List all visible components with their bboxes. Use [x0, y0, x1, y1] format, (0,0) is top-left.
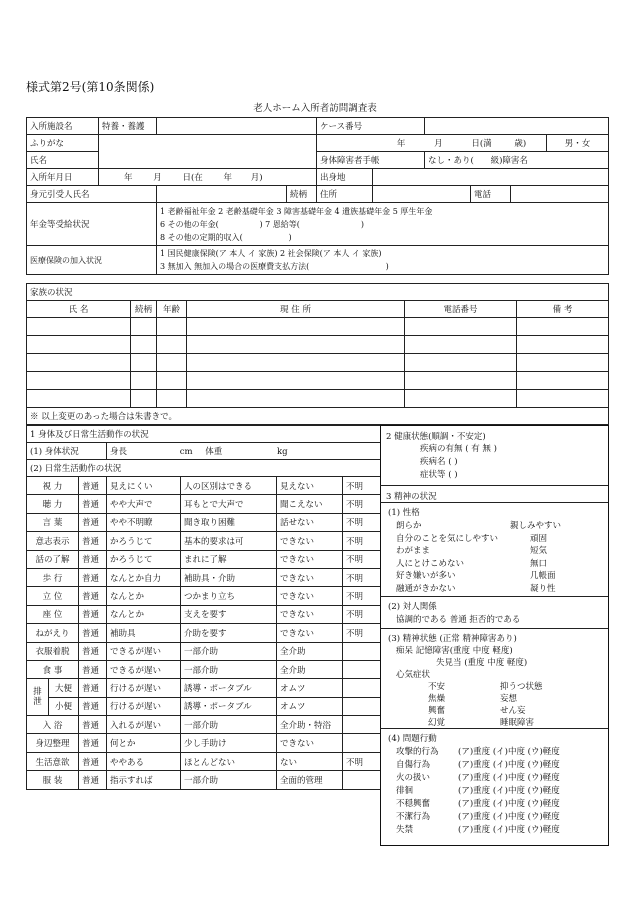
relation-label: 続柄: [287, 186, 317, 203]
behavior-severity[interactable]: (ア)重度 (イ)中度 (ウ)軽度: [458, 760, 560, 770]
birth-age: 歳): [514, 139, 527, 149]
adl-option[interactable]: 補助具・介助: [181, 568, 277, 586]
adl-item-label: 視 力: [27, 477, 79, 495]
family-cell[interactable]: [131, 390, 157, 408]
family-cell[interactable]: [517, 354, 609, 372]
family-col-age: 年齢: [157, 301, 187, 318]
family-row: [27, 336, 609, 354]
row-facility: [27, 118, 609, 135]
pension-line-1: 1 老齢福祉年金 2 老齢基礎年金 3 障害基礎年金 4 遺族基礎年金 5 厚生年金: [160, 206, 433, 216]
adm-day: 日(在: [182, 173, 203, 183]
personality-option[interactable]: 短気: [530, 546, 548, 556]
personality-option[interactable]: 几帳面: [530, 571, 556, 581]
mood-option[interactable]: 興奮: [428, 706, 446, 716]
adl-option[interactable]: ややある: [107, 752, 181, 770]
mental-line-1[interactable]: 痴呆 記憶障害(重度 中度 軽度): [396, 646, 513, 656]
adl-item-label: 聴 力: [27, 495, 79, 513]
adl-row: [27, 679, 381, 697]
adl-row: [27, 532, 381, 550]
adl-option[interactable]: 普通: [79, 624, 107, 642]
family-cell[interactable]: [27, 390, 131, 408]
form-title: 老人ホーム入所者訪問調査表: [253, 103, 377, 114]
family-col-name: 氏 名: [27, 301, 131, 318]
address-field[interactable]: [373, 186, 471, 203]
adl-option[interactable]: 不明: [343, 495, 381, 513]
pension-options[interactable]: [157, 203, 609, 246]
adl-option[interactable]: つかまり立ち: [181, 587, 277, 605]
family-cell[interactable]: [187, 354, 405, 372]
personality-option[interactable]: 頑固: [530, 533, 548, 544]
adl-option[interactable]: 不明: [343, 605, 381, 623]
family-col-phone: 電話番号: [405, 301, 517, 318]
address-label: 住所: [317, 186, 373, 203]
family-row: [27, 318, 609, 336]
adl-row: [27, 624, 381, 642]
personality-option[interactable]: 好き嫌いが多い: [396, 571, 456, 581]
case-number-field[interactable]: [425, 118, 609, 135]
adl-option[interactable]: 耳もとで大声で: [181, 495, 277, 513]
row-guarantor: [27, 186, 609, 203]
row-insurance: [27, 246, 609, 275]
adl-option[interactable]: できるが遅い: [107, 660, 181, 678]
family-col-relation: 続柄: [131, 301, 157, 318]
adl-label: (2) 日常生活動作の状況: [27, 460, 381, 477]
adl-row: [27, 734, 381, 752]
adl-item-label: 話の了解: [27, 550, 79, 568]
family-cell[interactable]: [131, 372, 157, 390]
adl-option[interactable]: かろうじて: [107, 532, 181, 550]
adl-option[interactable]: 普通: [79, 587, 107, 605]
adl-item-label: 服 装: [27, 771, 79, 789]
adl-option[interactable]: 普通: [79, 605, 107, 623]
family-cell[interactable]: [517, 336, 609, 354]
adm-month: 月: [153, 173, 162, 183]
divider-mental: [380, 628, 608, 629]
birth-month: 月: [434, 139, 443, 149]
mood-option[interactable]: 睡眠障害: [500, 718, 535, 728]
adl-option[interactable]: 不明: [343, 477, 381, 495]
family-row: [27, 390, 609, 408]
insurance-options[interactable]: [157, 246, 609, 275]
family-header-row: [27, 301, 609, 318]
family-cell[interactable]: [157, 318, 187, 336]
behavior-severity[interactable]: (ア)重度 (イ)中度 (ウ)軽度: [458, 773, 560, 783]
family-col-address: 現 住 所: [187, 301, 405, 318]
divider-sec3-sub: [380, 502, 608, 503]
adl-item-label: 生活意欲: [27, 752, 79, 770]
admission-date[interactable]: [99, 169, 317, 186]
adm-y2: 年: [223, 173, 232, 183]
divider-sec3: [380, 485, 608, 486]
adl-option[interactable]: 不明: [343, 513, 381, 531]
adl-row: [27, 697, 381, 715]
adl-option[interactable]: 不明: [343, 568, 381, 586]
behavior-item: 失禁: [396, 825, 414, 835]
adl-option[interactable]: 普通: [79, 513, 107, 531]
name-label: 氏名: [27, 152, 99, 169]
behavior-item: 不穏興奮: [396, 799, 431, 809]
family-col-remarks: 備 考: [517, 301, 609, 318]
adl-option[interactable]: オムツ: [277, 697, 343, 715]
adl-option[interactable]: なんとか: [107, 605, 181, 623]
mood-option[interactable]: せん妄: [500, 706, 526, 716]
relation-line[interactable]: 協調的である 普通 拒否的である: [396, 615, 521, 625]
pension-line-3: 8 その他の定期的収入( ): [160, 232, 292, 242]
family-cell[interactable]: [405, 390, 517, 408]
adl-option[interactable]: 不明: [343, 550, 381, 568]
sec1-title: 1 身体及び日常生活動作の状況: [27, 426, 381, 443]
behavior-item: 自傷行為: [396, 760, 431, 770]
mood-title: 心気症状: [396, 670, 431, 680]
sec3-title: 3 精神の状況: [386, 492, 437, 502]
personality-option[interactable]: 自分のことを気にしやすい: [396, 533, 499, 544]
adl-item-label: 立 位: [27, 587, 79, 605]
personality-option[interactable]: 朗らか: [396, 521, 422, 531]
adl-row: [27, 477, 381, 495]
birthplace-label: 出身地: [317, 169, 373, 186]
family-cell[interactable]: [187, 372, 405, 390]
adl-option[interactable]: 普通: [79, 679, 107, 697]
adl-option[interactable]: なんとか: [107, 587, 181, 605]
adl-option[interactable]: 一部介助: [181, 660, 277, 678]
family-cell[interactable]: [27, 318, 131, 336]
adl-option[interactable]: 見えにくい: [107, 477, 181, 495]
family-cell[interactable]: [157, 354, 187, 372]
adl-option[interactable]: 普通: [79, 660, 107, 678]
adl-option[interactable]: 聞こえない: [277, 495, 343, 513]
birthplace-field[interactable]: [373, 169, 609, 186]
adl-option[interactable]: 普通: [79, 642, 107, 660]
adl-item-label: 意志表示: [27, 532, 79, 550]
adl-item-label: 食 事: [27, 660, 79, 678]
case-label: ケース番号: [317, 118, 425, 135]
adl-item-label: 言 葉: [27, 513, 79, 531]
personality-option[interactable]: 融通がきかない: [396, 583, 456, 594]
facility-value[interactable]: 特養・養護: [99, 118, 157, 135]
birth-day: 日(満: [471, 139, 492, 149]
behavior-item: 不潔行為: [396, 812, 431, 822]
guarantor-label: 身元引受人氏名: [27, 186, 157, 203]
adl-option[interactable]: 全介助: [277, 642, 343, 660]
adl-option[interactable]: 全面的管理: [277, 771, 343, 789]
adl-option[interactable]: 普通: [79, 752, 107, 770]
row-furigana: [27, 135, 609, 152]
adl-option[interactable]: 普通: [79, 716, 107, 734]
family-table: [26, 283, 609, 425]
furigana-label: ふりがな: [27, 135, 99, 152]
guarantor-field[interactable]: [157, 186, 287, 203]
adl-row: [27, 495, 381, 513]
sec2-line-2: 疾病名 ( ): [420, 457, 458, 467]
family-cell[interactable]: [405, 372, 517, 390]
mental-line-2[interactable]: 失見当 (重度 中度 軽度): [436, 658, 528, 668]
family-cell[interactable]: [27, 336, 131, 354]
adl-option[interactable]: 介助を要す: [181, 624, 277, 642]
adl-row: [27, 513, 381, 531]
adl-row: [27, 587, 381, 605]
adl-option[interactable]: 全介助: [277, 660, 343, 678]
phone-field[interactable]: [511, 186, 609, 203]
adl-option[interactable]: オムツ: [277, 679, 343, 697]
adl-option[interactable]: 普通: [79, 477, 107, 495]
adl-item-label: 身辺整理: [27, 734, 79, 752]
adm-year: 年: [124, 173, 133, 183]
adl-option[interactable]: 普通: [79, 532, 107, 550]
disability-label: 身体障害者手帳: [317, 152, 425, 169]
adl-option[interactable]: 誘導・ポータブル: [181, 679, 277, 697]
adm-m2: 月): [250, 173, 263, 183]
mood-option[interactable]: 妄想: [500, 694, 518, 704]
birth-date[interactable]: [317, 135, 547, 152]
mental-title[interactable]: (3) 精神状態 (正常 精神障害あり): [388, 634, 517, 644]
weight-label: 体重: [205, 447, 223, 457]
adl-option[interactable]: できない: [277, 624, 343, 642]
family-cell[interactable]: [157, 372, 187, 390]
family-cell[interactable]: [405, 354, 517, 372]
adl-option[interactable]: ほとんどない: [181, 752, 277, 770]
disability-field[interactable]: [425, 152, 609, 169]
name-field[interactable]: [99, 135, 317, 169]
behavior-severity[interactable]: (ア)重度 (イ)中度 (ウ)軽度: [458, 786, 560, 796]
body-label: (1) 身体状況: [27, 443, 107, 460]
adl-row: [27, 605, 381, 623]
adl-option[interactable]: [343, 660, 381, 678]
divider-behavior: [380, 728, 608, 729]
behavior-severity[interactable]: (ア)重度 (イ)中度 (ウ)軽度: [458, 812, 560, 822]
adl-option[interactable]: 普通: [79, 568, 107, 586]
adl-option[interactable]: [343, 734, 381, 752]
mood-option[interactable]: 幻覚: [428, 718, 446, 728]
body-measure[interactable]: [107, 443, 381, 460]
adl-option[interactable]: やや大声で: [107, 495, 181, 513]
adl-option[interactable]: 行けるが遅い: [107, 697, 181, 715]
form-number: 様式第2号(第10条関係): [26, 80, 155, 94]
adl-item-label: 衣服着脱: [27, 642, 79, 660]
row-pension: [27, 203, 609, 246]
personality-option[interactable]: 人にとけこめない: [396, 558, 465, 569]
body-row: [27, 443, 381, 460]
personality-option[interactable]: 凝り性: [530, 583, 556, 594]
behavior-title: (4) 問題行動: [388, 734, 437, 744]
personality-option[interactable]: 無口: [530, 558, 548, 569]
adl-option[interactable]: 不明: [343, 752, 381, 770]
disability-grade: 級)障害名: [490, 156, 528, 166]
adl-row: [27, 771, 381, 789]
height-unit: cm: [179, 447, 193, 457]
adl-option[interactable]: ない: [277, 752, 343, 770]
adl-option[interactable]: 入れるが遅い: [107, 716, 181, 734]
admission-label: 入所年月日: [27, 169, 99, 186]
adl-row: [27, 550, 381, 568]
adl-option[interactable]: 不明: [343, 587, 381, 605]
adl-option[interactable]: できない: [277, 550, 343, 568]
excretion-label: 排泄: [27, 679, 49, 716]
adl-row: [27, 660, 381, 678]
adl-row: [27, 642, 381, 660]
adl-option[interactable]: 指示すれば: [107, 771, 181, 789]
adl-option[interactable]: できない: [277, 734, 343, 752]
adl-option[interactable]: かろうじて: [107, 550, 181, 568]
adl-option[interactable]: まれに了解: [181, 550, 277, 568]
phone-label: 電話: [471, 186, 511, 203]
family-cell[interactable]: [131, 336, 157, 354]
adl-option[interactable]: 基本的要求は可: [181, 532, 277, 550]
adl-option[interactable]: [343, 679, 381, 697]
family-cell[interactable]: [187, 318, 405, 336]
personality-option[interactable]: 親しみやすい: [510, 521, 562, 531]
row-admission: [27, 169, 609, 186]
adl-option[interactable]: 人の区別はできる: [181, 477, 277, 495]
adl-option[interactable]: 一部介助: [181, 642, 277, 660]
adl-option[interactable]: 見えない: [277, 477, 343, 495]
adl-option[interactable]: 普通: [79, 697, 107, 715]
adl-item-label: 座 位: [27, 605, 79, 623]
adl-option[interactable]: 支えを要す: [181, 605, 277, 623]
relation-title: (2) 対人関係: [388, 602, 437, 612]
family-cell[interactable]: [405, 318, 517, 336]
behavior-item: 火の扱い: [396, 773, 431, 783]
family-note: ※ 以上変更のあった場合は朱書きで。: [27, 408, 609, 425]
facility-name-field[interactable]: [157, 118, 317, 135]
family-cell[interactable]: [27, 354, 131, 372]
family-cell[interactable]: [187, 336, 405, 354]
identification-table: [26, 117, 609, 275]
family-cell[interactable]: [517, 390, 609, 408]
family-cell[interactable]: [131, 318, 157, 336]
adl-item-label: 小便: [49, 697, 79, 715]
family-cell[interactable]: [405, 336, 517, 354]
behavior-severity[interactable]: (ア)重度 (イ)中度 (ウ)軽度: [458, 747, 560, 757]
adl-option[interactable]: [343, 642, 381, 660]
insurance-label: 医療保険の加入状況: [27, 246, 157, 275]
mood-option[interactable]: 焦燥: [428, 694, 446, 704]
adl-option[interactable]: 少し手助け: [181, 734, 277, 752]
behavior-severity[interactable]: (ア)重度 (イ)中度 (ウ)軽度: [458, 825, 560, 835]
family-cell[interactable]: [27, 372, 131, 390]
adl-option[interactable]: [343, 771, 381, 789]
family-title: 家族の状況: [27, 284, 609, 301]
adl-option[interactable]: 一部介助: [181, 716, 277, 734]
adl-option[interactable]: 何とか: [107, 734, 181, 752]
adl-item-label: 歩 行: [27, 568, 79, 586]
adl-option[interactable]: なんとか自力: [107, 568, 181, 586]
mood-option[interactable]: 抑うつ状態: [500, 682, 543, 692]
divider-relation: [380, 596, 608, 597]
insurance-line-2: 3 無加入 無加入の場合の医療費支払方法( ): [160, 262, 389, 271]
personality-option[interactable]: わがまま: [396, 546, 431, 556]
adl-option[interactable]: 話せない: [277, 513, 343, 531]
behavior-item: 攻撃的行為: [396, 747, 439, 757]
personality-title: (1) 性格: [388, 508, 420, 518]
behavior-item: 徘徊: [396, 786, 414, 796]
height-label: 身長: [110, 447, 128, 457]
family-cell[interactable]: [187, 390, 405, 408]
sec2-line-1: 疾病の有無 ( 有 無 ): [420, 444, 497, 454]
insurance-line-1: 1 国民健康保険(ア 本人 イ 家族) 2 社会保険(ア 本人 イ 家族): [160, 249, 382, 258]
adl-option[interactable]: できない: [277, 605, 343, 623]
adl-row: [27, 752, 381, 770]
family-cell[interactable]: [157, 390, 187, 408]
adl-item-label: 大便: [49, 679, 79, 697]
family-cell[interactable]: [517, 318, 609, 336]
sex-field[interactable]: 男・女: [547, 135, 609, 152]
mood-option[interactable]: 不安: [428, 682, 446, 692]
adl-option[interactable]: 普通: [79, 495, 107, 513]
family-row: [27, 372, 609, 390]
birth-year: 年: [396, 139, 406, 149]
adl-option[interactable]: やや不明瞭: [107, 513, 181, 531]
adl-item-label: ねがえり: [27, 624, 79, 642]
family-cell[interactable]: [517, 372, 609, 390]
sec2-title: 2 健康状態(順調・不安定): [386, 432, 486, 442]
pension-line-2: 6 その他の年金( ) 7 恩給等( ): [160, 219, 365, 229]
facility-label: 入所施設名: [27, 118, 99, 135]
adl-item-label: 入 浴: [27, 716, 79, 734]
adl-option[interactable]: できない: [277, 587, 343, 605]
disability-value: なし・あり(: [428, 156, 474, 166]
family-row: [27, 354, 609, 372]
adl-option[interactable]: できるが遅い: [107, 642, 181, 660]
adl-option[interactable]: 誘導・ポータブル: [181, 697, 277, 715]
weight-unit: kg: [276, 447, 288, 457]
adl-option[interactable]: 普通: [79, 771, 107, 789]
adl-option[interactable]: 補助具: [107, 624, 181, 642]
adl-option[interactable]: 不明: [343, 532, 381, 550]
adl-option[interactable]: 一部介助: [181, 771, 277, 789]
family-cell[interactable]: [131, 354, 157, 372]
adl-row: [27, 568, 381, 586]
family-cell[interactable]: [157, 336, 187, 354]
adl-option[interactable]: [343, 697, 381, 715]
adl-row: [27, 716, 381, 734]
adl-option[interactable]: 不明: [343, 624, 381, 642]
adl-option[interactable]: 普通: [79, 734, 107, 752]
adl-table: [26, 425, 381, 790]
adl-option[interactable]: 聞き取り困難: [181, 513, 277, 531]
adl-option[interactable]: できない: [277, 532, 343, 550]
pension-label: 年金等受給状況: [27, 203, 157, 246]
sec2-line-3: 症状等 ( ): [420, 470, 458, 480]
adl-option[interactable]: [343, 716, 381, 734]
adl-option[interactable]: 全介助・特浴: [277, 716, 343, 734]
adl-option[interactable]: 普通: [79, 550, 107, 568]
adl-option[interactable]: できない: [277, 568, 343, 586]
behavior-severity[interactable]: (ア)重度 (イ)中度 (ウ)軽度: [458, 799, 560, 809]
adl-option[interactable]: 行けるが遅い: [107, 679, 181, 697]
